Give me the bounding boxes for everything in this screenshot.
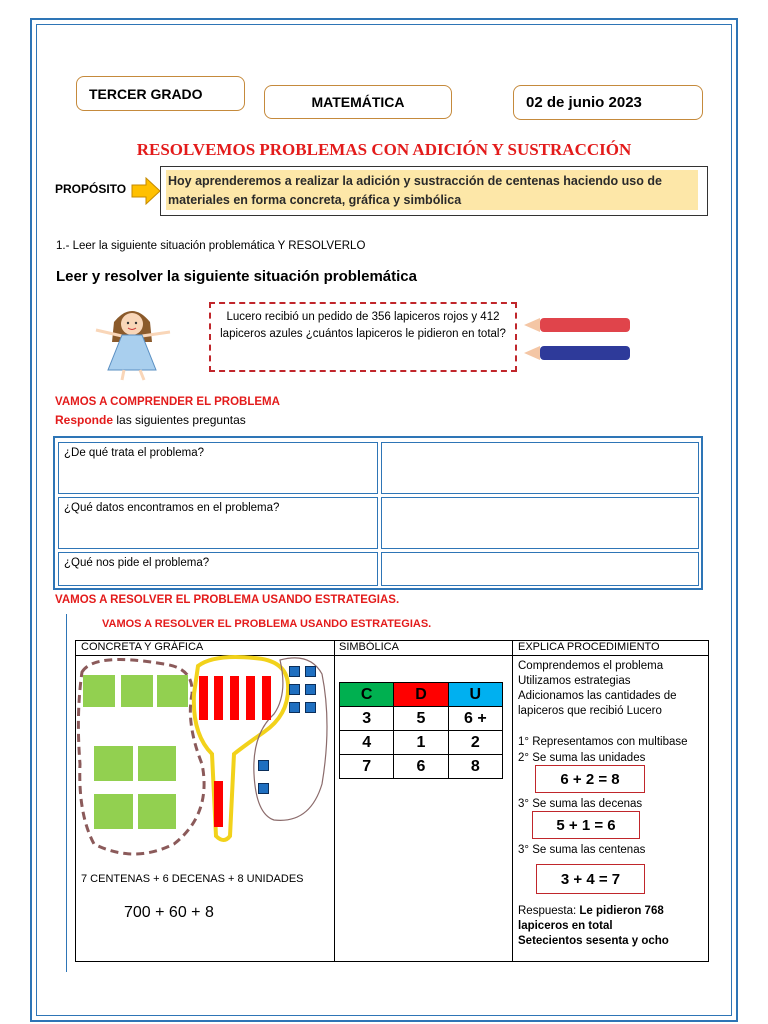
answer-line-3: Setecientos sesenta y ocho: [518, 935, 669, 947]
cell-c: 4: [340, 731, 394, 755]
table-row: [340, 731, 503, 755]
question-1: ¿De qué trata el problema?: [64, 447, 204, 459]
procedure-step-3: 3° Se suma las decenas: [518, 798, 643, 810]
purpose-text: Hoy aprenderemos a realizar la adición y sustracción de centenas haciendo uso de materiales en forma concreta, gráfica y simbólica: [168, 174, 662, 207]
table-row: [340, 707, 503, 731]
cell-d: 1: [394, 731, 448, 755]
answer-cell-1[interactable]: [381, 442, 699, 494]
equation-tens: 5 + 1 = 6: [532, 811, 640, 839]
cell-u: 6 +: [448, 707, 502, 731]
ten-rod: [262, 676, 271, 720]
question-cell-3: [58, 552, 378, 586]
page-title: RESOLVEMOS PROBLEMAS CON ADICIÓN Y SUSTRACCIÓN: [136, 140, 632, 159]
unit-cube: [289, 702, 300, 713]
procedure-line: Utilizamos estrategias: [518, 675, 631, 687]
purpose-label: PROPÓSITO: [55, 182, 127, 196]
cell-c: 3: [340, 707, 394, 731]
ten-rod: [214, 781, 223, 827]
unit-cube: [305, 702, 316, 713]
hundred-block: [94, 794, 133, 829]
equation-units: 6 + 2 = 8: [535, 765, 645, 793]
procedure-line: lapiceros que recibió Lucero: [518, 705, 662, 717]
respond-rest: las siguientes preguntas: [113, 413, 246, 427]
procedure-step-1: 1° Representamos con multibase: [518, 736, 688, 748]
question-cell-1: [58, 442, 378, 494]
unit-cube: [305, 684, 316, 695]
understand-heading: VAMOS A COMPRENDER EL PROBLEMA: [55, 396, 280, 408]
date-label: 02 de junio 2023: [526, 94, 642, 111]
place-value-header-row: [340, 683, 503, 707]
unit-cube: [258, 783, 269, 794]
unit-cube: [289, 684, 300, 695]
cell-u: 8: [448, 755, 502, 779]
col-header-concrete: CONCRETA Y GRÁFICA: [81, 641, 204, 653]
answer-cell-3[interactable]: [381, 552, 699, 586]
girl-illustration: [84, 302, 180, 382]
unit-cube: [258, 760, 269, 771]
cell-c: 7: [340, 755, 394, 779]
col-header-procedure: EXPLICA PROCEDIMIENTO: [518, 641, 660, 653]
procedure-step-4: 3° Se suma las centenas: [518, 844, 646, 856]
instruction-2: Leer y resolver la siguiente situación problemática: [56, 268, 417, 285]
hundred-block: [138, 746, 176, 781]
ten-rod: [246, 676, 255, 720]
respond-word: Responde: [55, 413, 114, 427]
ten-rod: [199, 676, 208, 720]
instruction-1: 1.- Leer la siguiente situación problemática Y RESOLVERLO: [56, 240, 366, 252]
answer-block: [518, 904, 669, 949]
date-box: [513, 85, 703, 120]
pencils-illustration: [520, 306, 636, 368]
unit-cube: [305, 666, 316, 677]
grade-box: [76, 76, 245, 111]
place-value-table: [339, 682, 503, 779]
answer-line-1: [518, 904, 669, 919]
question-cell-2: [58, 497, 378, 549]
answer-value: Le pidieron 768: [579, 905, 664, 917]
answer-line-2: lapiceros en total: [518, 920, 613, 932]
cell-d: 5: [394, 707, 448, 731]
story-text: Lucero recibió un pedido de 356 lapiceros rojos y 412 lapiceros azules ¿cuántos lapiceros le pidieron en total?: [220, 311, 506, 340]
cell-d: 6: [394, 755, 448, 779]
header-u: U: [448, 683, 502, 707]
concrete-caption: 7 CENTENAS + 6 DECENAS + 8 UNIDADES: [81, 873, 304, 885]
cell-u: 2: [448, 731, 502, 755]
hundred-block: [94, 746, 133, 781]
subject-label: MATEMÁTICA: [311, 94, 405, 110]
ten-rod: [230, 676, 239, 720]
answer-label: Respuesta:: [518, 905, 580, 917]
equation-hundreds: 3 + 4 = 7: [536, 864, 645, 894]
margin-line: [66, 614, 67, 972]
solve-heading: VAMOS A RESOLVER EL PROBLEMA USANDO ESTRATEGIAS.: [55, 594, 400, 606]
table-col-divider-2: [512, 640, 513, 962]
answer-cell-2[interactable]: [381, 497, 699, 549]
arrow-right-icon: [131, 177, 161, 205]
procedure-intro: [518, 659, 677, 719]
table-col-divider-1: [334, 640, 335, 962]
hundred-block: [138, 794, 176, 829]
story-problem-box: [209, 302, 517, 372]
procedure-line: Adicionamos las cantidades de: [518, 690, 677, 702]
header-c: C: [340, 683, 394, 707]
question-2: ¿Qué datos encontramos en el problema?: [64, 502, 280, 514]
header-d: D: [394, 683, 448, 707]
col-header-symbolic: SIMBÓLICA: [339, 641, 399, 653]
procedure-step-2: 2° Se suma las unidades: [518, 752, 646, 764]
ten-rod: [214, 676, 223, 720]
respond-line: [55, 413, 246, 427]
subject-box: [264, 85, 452, 119]
hundred-block: [121, 675, 153, 707]
hundred-block: [157, 675, 188, 707]
solve-heading-2: VAMOS A RESOLVER EL PROBLEMA USANDO ESTRATEGIAS.: [102, 618, 432, 630]
concrete-sum: 700 + 60 + 8: [124, 904, 214, 921]
hundred-block: [83, 675, 115, 707]
table-row: [340, 755, 503, 779]
unit-cube: [289, 666, 300, 677]
question-3: ¿Qué nos pide el problema?: [64, 557, 210, 569]
grade-label: TERCER GRADO: [89, 85, 203, 102]
procedure-line: Comprendemos el problema: [518, 660, 664, 672]
